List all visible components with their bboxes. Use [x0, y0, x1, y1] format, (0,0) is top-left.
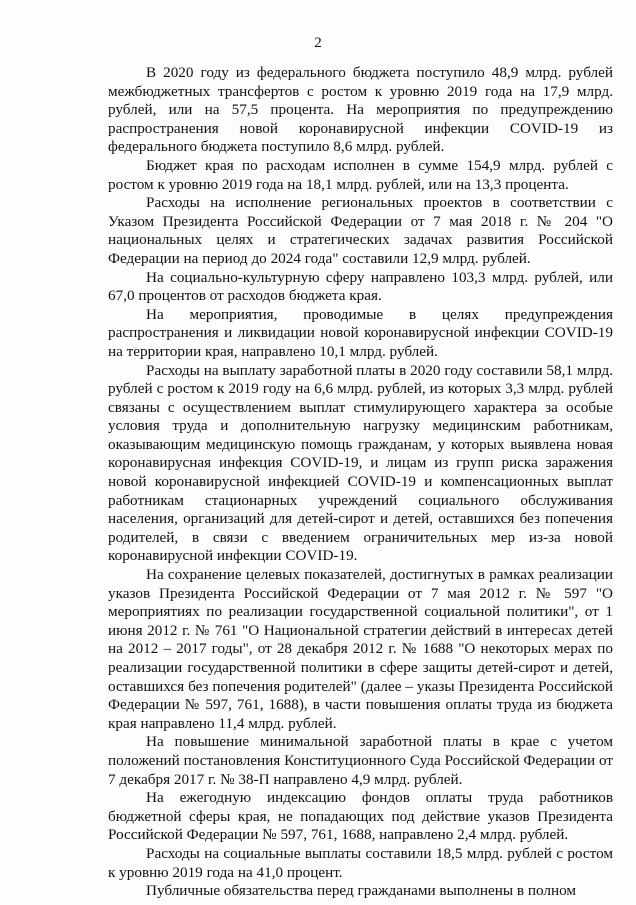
- paragraph-minimum-wage: На повышение минимальной заработной платы в крае с учетом положений постановления Конституционного Суда Российской Федерации от 7 декабря 2017 г. № 38-П направлено 4,9 млрд. рублей.: [108, 733, 613, 788]
- paragraph-social-cultural-sphere: На социально-культурную сферу направлено 103,3 млрд. рублей, или 67,0 процентов от расходов бюджета края.: [108, 268, 613, 305]
- paragraph-presidential-decrees: На сохранение целевых показателей, достигнутых в рамках реализации указов Президента Российской Федерации от 7 мая 2012 г. № 597 "О мероприятиях по реализации государственной социальной политики", от 1 июня 2012 г. № 761 "О Национальной стратегии действий в интересах детей на 2012 – 2017 годы", от 28 декабря 2012 г. № 1688 "О некоторых мерах по реализации государственной политики в сфере защиты детей-сирот и детей, оставшихся без попечения родителей" (далее – указы Президента Российской Федерации № 597, 761, 1688), в части повышения оплаты труда из бюджета края направлено 11,4 млрд. рублей.: [108, 566, 613, 732]
- paragraph-public-obligations: Публичные обязательства перед гражданами выполнены в полном: [146, 882, 577, 900]
- paragraph-wage-indexation: На ежегодную индексацию фондов оплаты труда работников бюджетной сферы края, не попадающих под действие указов Президента Российской Федерации № 597, 761, 1688, направлено 2,4 млрд. рублей.: [108, 789, 613, 844]
- paragraph-covid-measures: На мероприятия, проводимые в целях предупреждения распространения и ликвидации новой коронавирусной инфекции COVID-19 на территории края, направлено 10,1 млрд. рублей.: [108, 305, 613, 360]
- paragraph-social-payments: Расходы на социальные выплаты составили 18,5 млрд. рублей с ростом к уровню 2019 года на 41,0 процент.: [108, 844, 613, 881]
- paragraph-salary-expenses: Расходы на выплату заработной платы в 2020 году составили 58,1 млрд. рублей с ростом к 2019 году на 6,6 млрд. рублей, из которых 3,3 млрд. рублей связаны с осуществлением выплат стимулирующего характера за особые условия труда и дополнительную нагрузку медицинским работникам, оказывающим медицинскую помощь гражданам, у которых выявлена новая коронавирусная инфекция COVID-19, и лицам из групп риска заражения новой коронавирусной инфекцией COVID-19 и компенсационных выплат работникам стационарных учреждений социального обслуживания населения, организаций для детей-сирот и детей, оставшихся без попечения родителей, в связи с введением ограничительных мер из-за новой коронавирусной инфекции COVID-19.: [108, 361, 613, 565]
- document-body: [108, 64, 613, 901]
- paragraph-regional-projects: Расходы на исполнение региональных проектов в соответствии с Указом Президента Российской Федерации от 7 мая 2018 г. № 204 "О национальных целях и стратегических задачах развития Российской Федерации на период до 2024 года" составили 12,9 млрд. рублей.: [108, 194, 613, 267]
- paragraph-federal-transfers: В 2020 году из федерального бюджета поступило 48,9 млрд. рублей межбюджетных трансфертов с ростом к уровню 2019 года на 17,9 млрд. рублей, или на 57,5 процента. На мероприятия по предупреждению распространения новой коронавирусной инфекции COVID-19 из федерального бюджета поступило 8,6 млрд. рублей.: [108, 64, 613, 156]
- page-number: 2: [314, 35, 322, 51]
- paragraph-budget-expenses: Бюджет края по расходам исполнен в сумме 154,9 млрд. рублей с ростом к уровню 2019 года на 18,1 млрд. рублей, или на 13,3 процента.: [108, 156, 613, 193]
